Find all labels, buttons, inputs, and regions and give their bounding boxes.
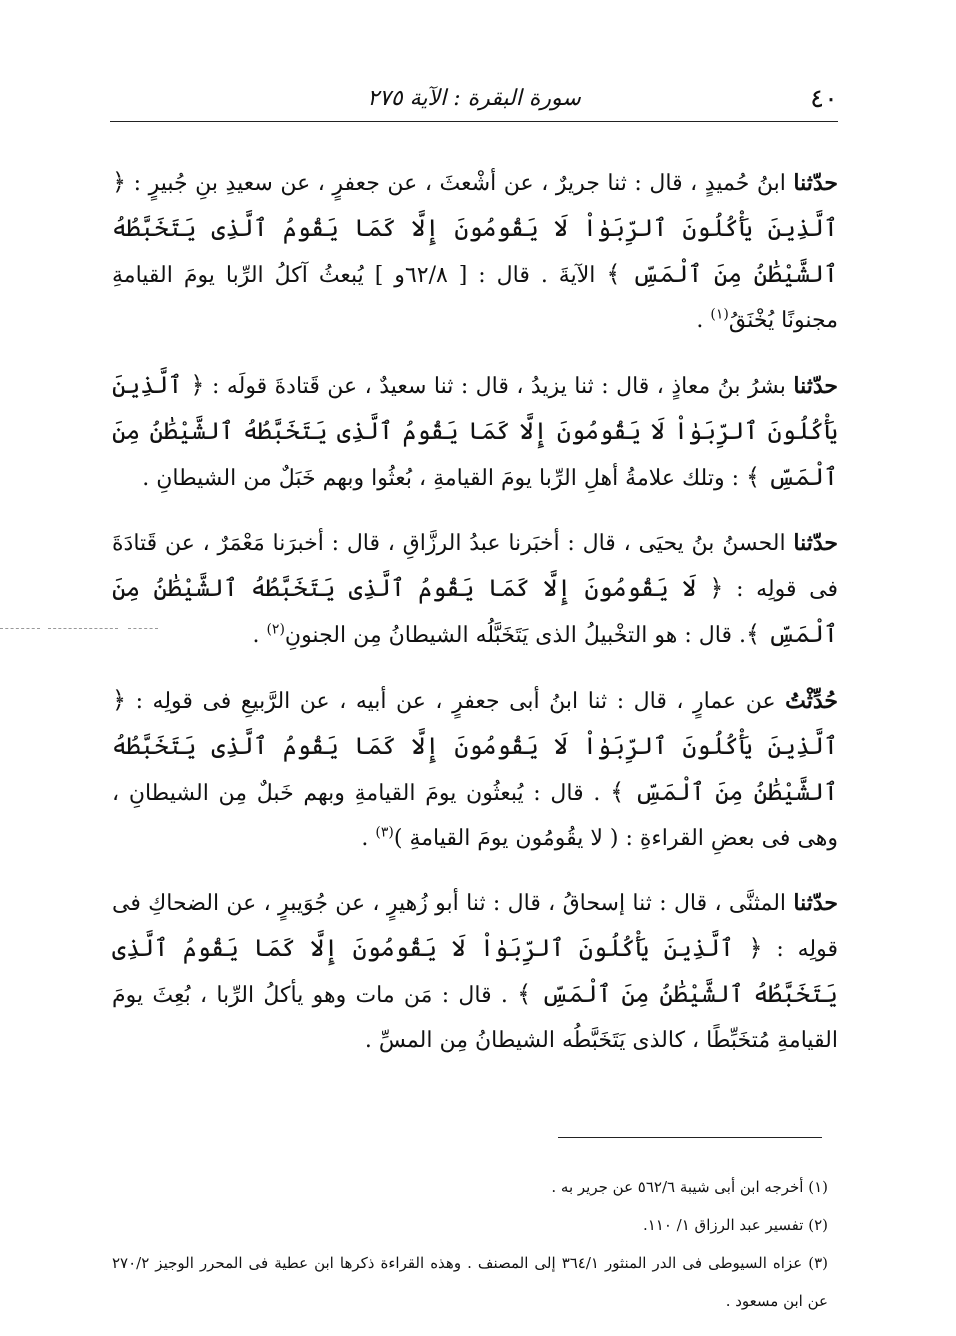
narration-text: الآيةَ . قال : [ ٦٢/٨و ] يُبعثُ آكلُ الرِّبا يومَ القيامةِ مجنونًا يُخْنَقُ (112, 263, 838, 333)
surah-title: سورة البقرة : الآية ٢٧٥ (367, 86, 581, 111)
footnote-ref-2[interactable]: (٢) (266, 621, 285, 638)
narration-lead: حدّثنا (793, 170, 838, 196)
narration-text: : وتلك علامةُ أهلِ الرِّبا يومَ القيامةِ ، بُعثُوا وبهم خَبَلٌ من الشيطانِ . (142, 466, 746, 491)
footnotes (112, 1168, 828, 1320)
narration-lead: حدّثنا (793, 890, 838, 916)
footnote-ref-3[interactable]: (٣) (375, 824, 394, 841)
header-rule (110, 121, 838, 122)
quran-verse: ﴿ ٱلَّذِينَ يَأْكُلُونَ ٱلرِّبَوٰاْ لَا يَقُومُونَ إِلَّا كَمَا يَقُومُ ٱلَّذِى يَتَخَبَّطُهُ ٱلشَّيْطَٰنُ مِنَ ٱلْمَسِّ ﴾ (112, 934, 838, 1008)
footnote-ref-1[interactable]: (١) (710, 306, 729, 323)
narration-lead: حدّثنا (793, 530, 838, 556)
footnote-2: (٢) تفسير عبد الرزاق ١/ ١١٠. (642, 1216, 828, 1234)
narration-3 (112, 521, 838, 658)
narration-lead: حُدِّثْتُ (785, 688, 838, 714)
narration-chain: المثنَّى ، قال : ثنا إسحاقُ ، قال : ثنا أبو زُهيرٍ ، عن جُوَيبرٍ ، عن الضحاكِ فى قولِه : (112, 891, 838, 962)
main-text (112, 160, 838, 1083)
footnote-separator (558, 1137, 822, 1138)
narration-5 (112, 881, 838, 1063)
narration-4 (112, 678, 838, 861)
footnote-3: (٣) عزاه السيوطى فى الدر المنثور ٣٦٤/١ إلى المصنف . وهذه القراءة ذكرها ابن عطية فى المحرر الوجيز ٢٧٠/٢ عن ابن مسعود . (112, 1254, 828, 1310)
narration-chain: عن عمارٍ ، قال : ثنا ابنُ أبى جعفرٍ ، عن أبيه ، عن الرَّبيعِ فى قولِه : (126, 689, 786, 714)
narration-lead: حدّثنا (793, 373, 838, 399)
narration-end: . (252, 623, 267, 648)
narration-chain: بشرُ بنُ معاذٍ ، قال : ثنا يزيدُ ، قال : ثنا سعيدٌ ، عن قَتادةَ قولَه : (204, 374, 794, 399)
quran-verse: ﴿ ٱلَّذِينَ يَأْكُلُونَ ٱلرِّبَوٰاْ لَا يَقُومُونَ إِلَّا كَمَا يَقُومُ ٱلَّذِى يَتَخَبَّطُهُ ٱلشَّيْطَٰنُ مِنَ ٱلْمَسِّ ﴾ (112, 686, 838, 806)
page-number: ٤٠ (810, 84, 838, 114)
footnote-1: (١) أخرجه ابن أبى شيبة ٥٦٢/٦ عن جرير به . (551, 1178, 828, 1196)
quran-verse: ﴿ ٱلَّذِينَ يَأْكُلُونَ ٱلرِّبَوٰاْ لَا يَقُومُونَ إِلَّا كَمَا يَقُومُ ٱلَّذِى يَتَخَبَّطُهُ ٱلشَّيْطَٰنُ مِنَ ٱلْمَسِّ ﴾ (112, 168, 838, 288)
narration-text: . قال : هو التخْبيلُ الذى يَتَخَبَّلُه الشيطانُ مِن الجنونِ (284, 623, 746, 648)
narration-chain: الحسنُ بنُ يحيَى ، قال : أخبَرنا عبدُ الرزَّاقِ ، قال : أخبرَنا مَعْمَرٌ ، عن قَتادَةَ فى قولِه : (112, 531, 838, 602)
narration-chain: ابنُ حُميدٍ ، قال : ثنا جريرٌ ، عن أشْعثَ ، عن جعفرٍ ، عن سعيدِ بنِ جُبيرٍ : (126, 171, 794, 196)
page-header (110, 78, 838, 122)
narration-end: . (361, 826, 376, 851)
quran-verse: ﴿ ٱلَّذِينَ يَأْكُلُونَ ٱلرِّبَوٰاْ لَا يَقُومُونَ إِلَّا كَمَا يَقُومُ ٱلَّذِى يَتَخَبَّطُهُ ٱلشَّيْطَٰنُ مِنَ ٱلْمَسِّ ﴾ (112, 371, 838, 491)
narration-text: . قال : مَن مات وهو يأكلُ الرِّبا ، بُعِثَ يومَ القيامةِ مُتخَبِّطًا ، كالذى يَتَخَبَّطُه الشيطانُ مِن المسِّ . (112, 983, 838, 1053)
narration-text: . قال : يُبعثُون يومَ القيامةِ وبهم خَبلٌ مِن الشيطانِ ، وهى فى بعضِ القراءةِ : ( لا يقُومُون يومَ القيامةِ ) (112, 781, 838, 851)
narration-1 (112, 160, 838, 343)
narration-2 (112, 363, 838, 501)
quran-verse: ﴿ لَا يَقُومُونَ إِلَّا كَمَا يَقُومُ ٱلَّذِى يَتَخَبَّطُهُ ٱلشَّيْطَٰنُ مِنَ ٱلْمَسِّ ﴾ (112, 574, 838, 648)
narration-end: . (696, 308, 711, 333)
